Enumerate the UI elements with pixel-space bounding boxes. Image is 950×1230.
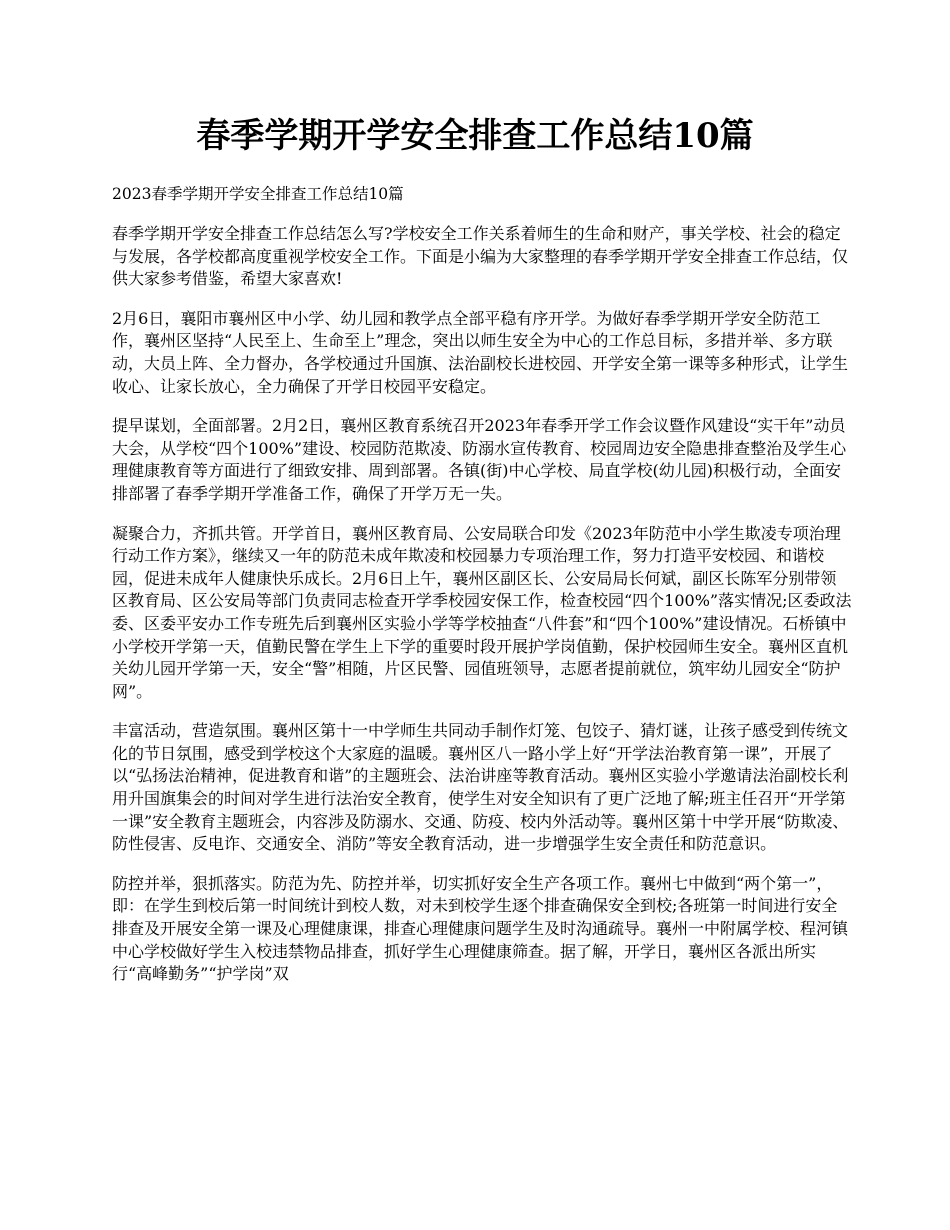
paragraph-cooperation: 凝聚合力，齐抓共管。开学首日，襄州区教育局、公安局联合印发《2023年防范中小学生欺凌专项治理行动工作方案》，继续又一年的防范未成年欺凌和校园暴力专项治理工作，努力打造平安校园、和谐校园，促进未成年人健康快乐成长。2月6日上午，襄州区副区长、公安局局长何斌，副区长陈军分别带领区教育局、区公安局等部门负责同志检查开学季校园安保工作，检查校园“四个100%”落实情况;区委政法委、区委平安办工作专班先后到襄州区实验小学等学校抽查“八件套”和“四个100%”建设情况。石桥镇中小学校开学第一天，值勤民警在学生上下学的重要时段开展护学岗值勤，保护校园师生安全。襄州区直机关幼儿园开学第一天，安全“警”相随，片区民警、园值班领导，志愿者提前就位，筑牢幼儿园安全“防护网”。 <box>112 523 852 701</box>
paragraph-prevention: 防控并举，狠抓落实。防范为先、防控并举，切实抓好安全生产各项工作。襄州七中做到“两个第一”，即：在学生到校后第一时间统计到校人数，对未到校学生逐个排查确保安全到校;各班第一时间进行安全排查及开展安全第一课及心理健康课，排查心理健康问题学生及时沟通疏导。襄州一中附属学校、程河镇中心学校做好学生入校违禁物品排查，抓好学生心理健康筛查。据了解，开学日，襄州区各派出所实行“高峰勤务”“护学岗”双 <box>112 873 849 984</box>
paragraph-intro: 春季学期开学安全排查工作总结怎么写?学校安全工作关系着师生的生命和财产，事关学校、社会的稳定与发展，各学校都高度重视学校安全工作。下面是小编为大家整理的春季学期开学安全排查工作总结，仅供大家参考借鉴，希望大家喜欢! <box>112 224 849 289</box>
document-subtitle: 2023春季学期开学安全排查工作总结10篇 <box>112 185 404 203</box>
paragraph-planning: 提早谋划，全面部署。2月2日，襄州区教育系统召开2023年春季开学工作会议暨作风建设“实干年”动员大会，从学校“四个100%”建设、校园防范欺凌、防溺水宣传教育、校园周边安全隐患排查整治及学生心理健康教育等方面进行了细致安排、周到部署。各镇(街)中心学校、局直学校(幼儿园)积极行动，全面安排部署了春季学期开学准备工作，确保了开学万无一失。 <box>112 416 847 503</box>
document-body <box>112 223 852 1003</box>
document-title: 春季学期开学安全排查工作总结10篇 <box>196 116 754 156</box>
paragraph-opening: 2月6日，襄阳市襄州区中小学、幼儿园和教学点全部平稳有序开学。为做好春季学期开学安全防范工作，襄州区坚持“人民至上、生命至上”理念，突出以师生安全为中心的工作总目标，多措并举、多方联动，大员上阵、全力督办，各学校通过升国旗、法治副校长进校园、开学安全第一课等多种形式，让学生收心、让家长放心，全力确保了开学日校园平安稳定。 <box>112 308 849 396</box>
paragraph-activities: 丰富活动，营造氛围。襄州区第十一中学师生共同动手制作灯笼、包饺子、猜灯谜，让孩子感受到传统文化的节日氛围，感受到学校这个大家庭的温暖。襄州区八一路小学上好“开学法治教育第一课”，开展了以“弘扬法治精神，促进教育和谐”的主题班会、法治讲座等教育活动。襄州区实验小学邀请法治副校长利用升国旗集会的时间对学生进行法治安全教育，使学生对安全知识有了更广泛地了解;班主任召开“开学第一课”安全教育主题班会，内容涉及防溺水、交通、防疫、校内外活动等。襄州区第十中学开展“防欺凌、防性侵害、反电诈、交通安全、消防”等安全教育活动，进一步增强学生安全责任和防范意识。 <box>112 721 849 854</box>
